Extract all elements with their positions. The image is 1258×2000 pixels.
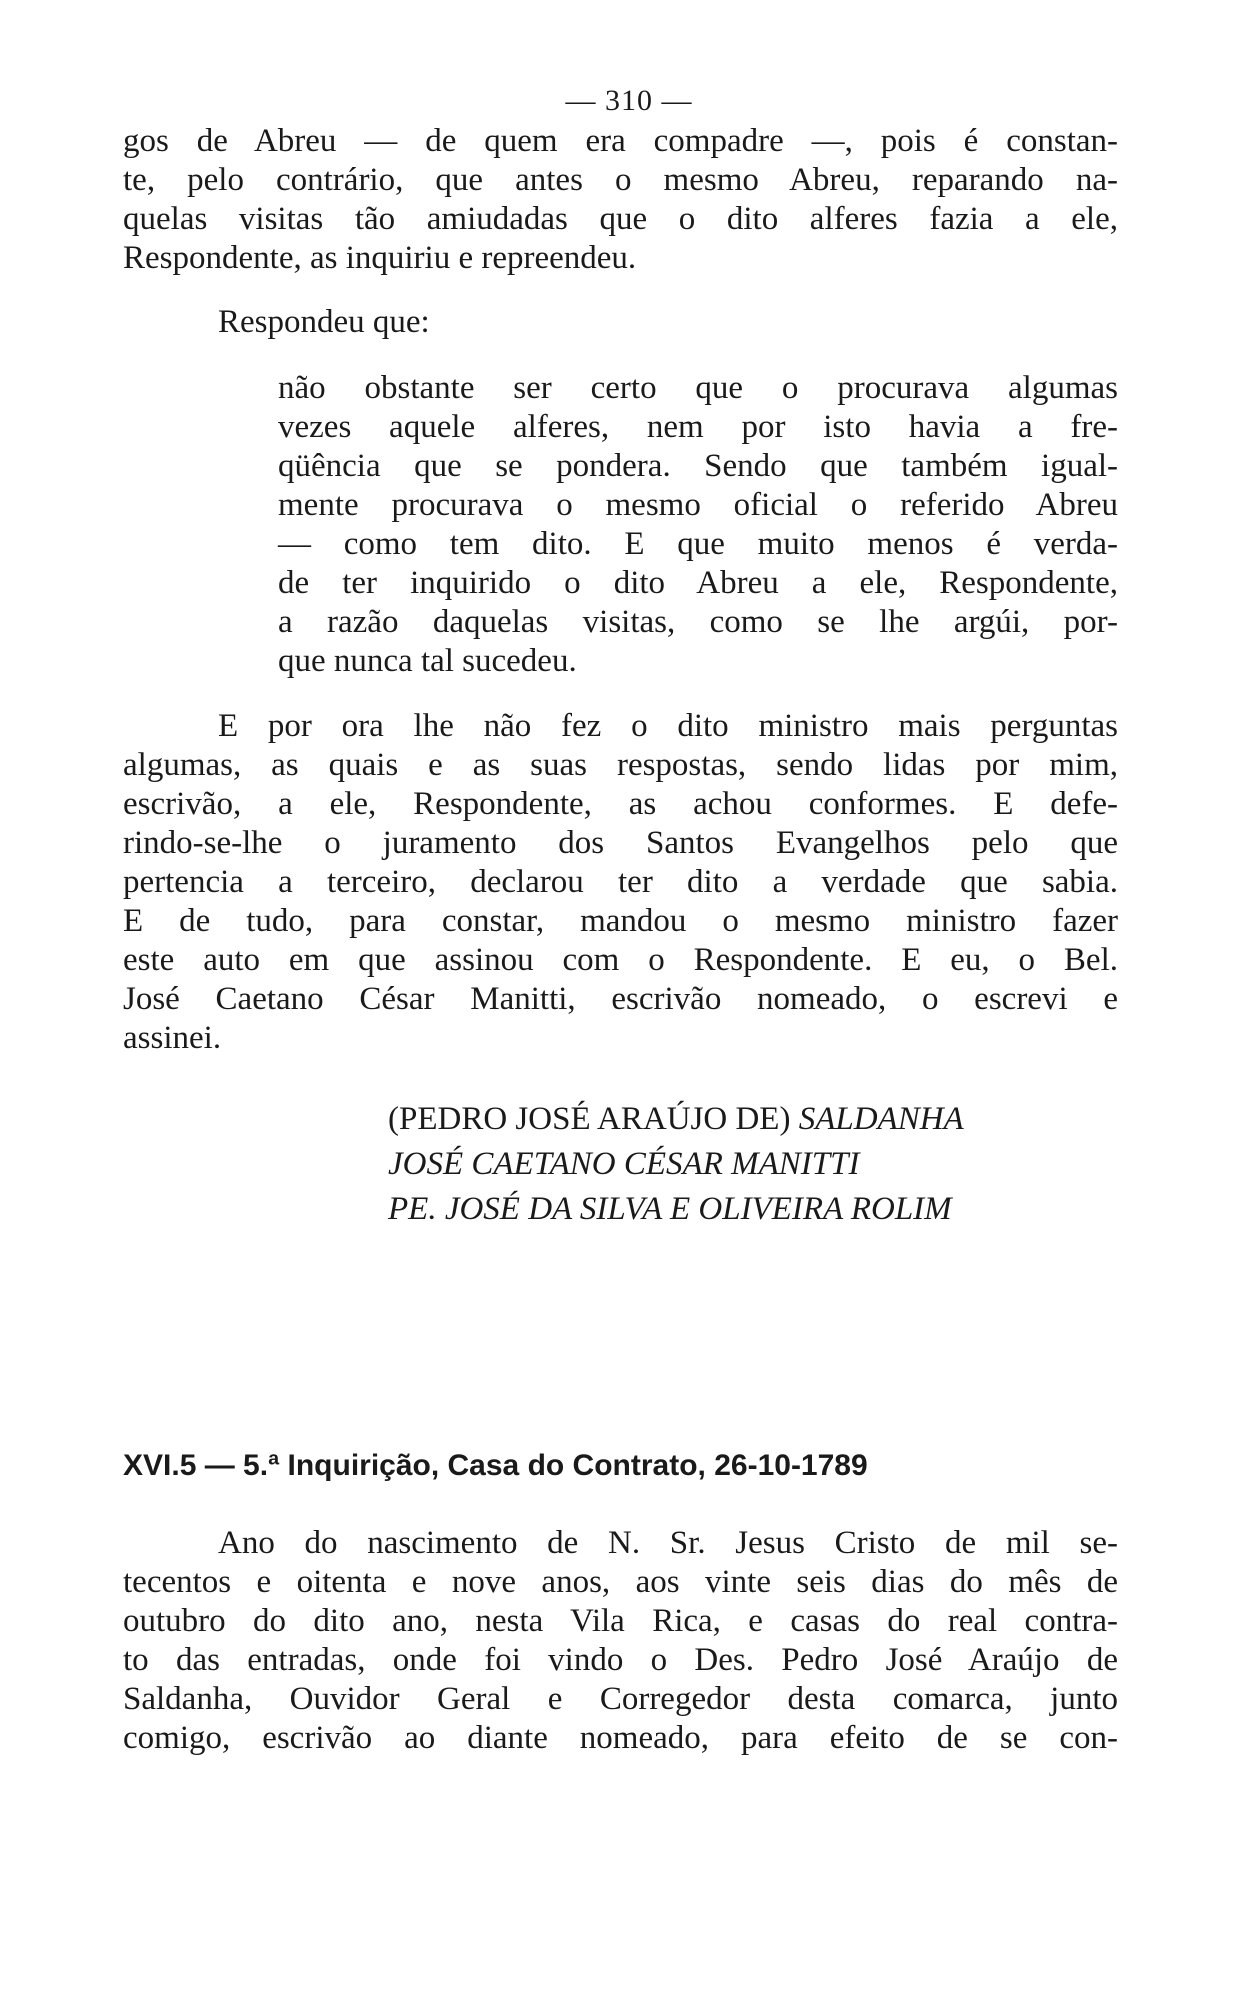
signature-prefix: (PEDRO JOSÉ ARAÚJO DE) (388, 1101, 799, 1137)
answer-line: — como tem dito. E que muito menos é verda- (278, 526, 1118, 562)
signature-surname: SALDANHA (798, 1101, 964, 1137)
text-line: algumas, as quais e as suas respostas, sendo lidas por mim, (123, 747, 1118, 783)
text-line: escrivão, a ele, Respondente, as achou conformes. E defe- (123, 786, 1118, 822)
text-line: Respondente, as inquiriu e repreendeu. (123, 240, 637, 276)
page-number: — 310 — (565, 84, 693, 117)
respondeu-label: Respondeu que: (218, 304, 430, 340)
text-line: comigo, escrivão ao diante nomeado, para efeito de se con- (123, 1720, 1118, 1756)
signature-rolim (388, 1189, 952, 1229)
text-line: te, pelo contrário, que antes o mesmo Abreu, reparando na- (123, 162, 1118, 198)
text-line: outubro do dito ano, nesta Vila Rica, e casas do real contra- (123, 1603, 1118, 1639)
text-line: José Caetano César Manitti, escrivão nomeado, o escrevi e (123, 981, 1118, 1017)
text-line: Ano do nascimento de N. Sr. Jesus Cristo de mil se- (218, 1525, 1118, 1561)
text-line: quelas visitas tão amiudadas que o dito alferes fazia a ele, (123, 201, 1118, 237)
answer-line: a razão daquelas visitas, como se lhe argúi, por- (278, 604, 1118, 640)
text-line: to das entradas, onde foi vindo o Des. Pedro José Araújo de (123, 1642, 1118, 1678)
text-line: E de tudo, para constar, mandou o mesmo ministro fazer (123, 903, 1118, 939)
signature-manitti (388, 1144, 859, 1184)
answer-line: não obstante ser certo que o procurava algumas (278, 370, 1118, 406)
text-line: rindo-se-lhe o juramento dos Santos Evangelhos pelo que (123, 825, 1118, 861)
answer-line: de ter inquirido o dito Abreu a ele, Respondente, (278, 565, 1118, 601)
text-line: este auto em que assinou com o Respondente. E eu, o Bel. (123, 942, 1118, 978)
signature-saldanha (388, 1099, 964, 1139)
answer-line: qüência que se pondera. Sendo que também igual- (278, 448, 1118, 484)
answer-line: mente procurava o mesmo oficial o referido Abreu (278, 487, 1118, 523)
text-line: assinei. (123, 1020, 222, 1056)
section-heading: XVI.5 — 5.ª Inquirição, Casa do Contrato, 26-10-1789 (123, 1449, 868, 1482)
signature-name: PE. JOSÉ DA SILVA E OLIVEIRA ROLIM (388, 1191, 952, 1227)
answer-line: que nunca tal sucedeu. (278, 643, 577, 679)
text-line: E por ora lhe não fez o dito ministro mais perguntas (218, 708, 1118, 744)
answer-line: vezes aquele alferes, nem por isto havia a fre- (278, 409, 1118, 445)
text-line: Saldanha, Ouvidor Geral e Corregedor desta comarca, junto (123, 1681, 1118, 1717)
signature-name: JOSÉ CAETANO CÉSAR MANITTI (388, 1146, 860, 1182)
text-line: gos de Abreu — de quem era compadre —, pois é constan- (123, 123, 1118, 159)
text-line: pertencia a terceiro, declarou ter dito a verdade que sabia. (123, 864, 1118, 900)
text-line: tecentos e oitenta e nove anos, aos vinte seis dias do mês de (123, 1564, 1118, 1600)
